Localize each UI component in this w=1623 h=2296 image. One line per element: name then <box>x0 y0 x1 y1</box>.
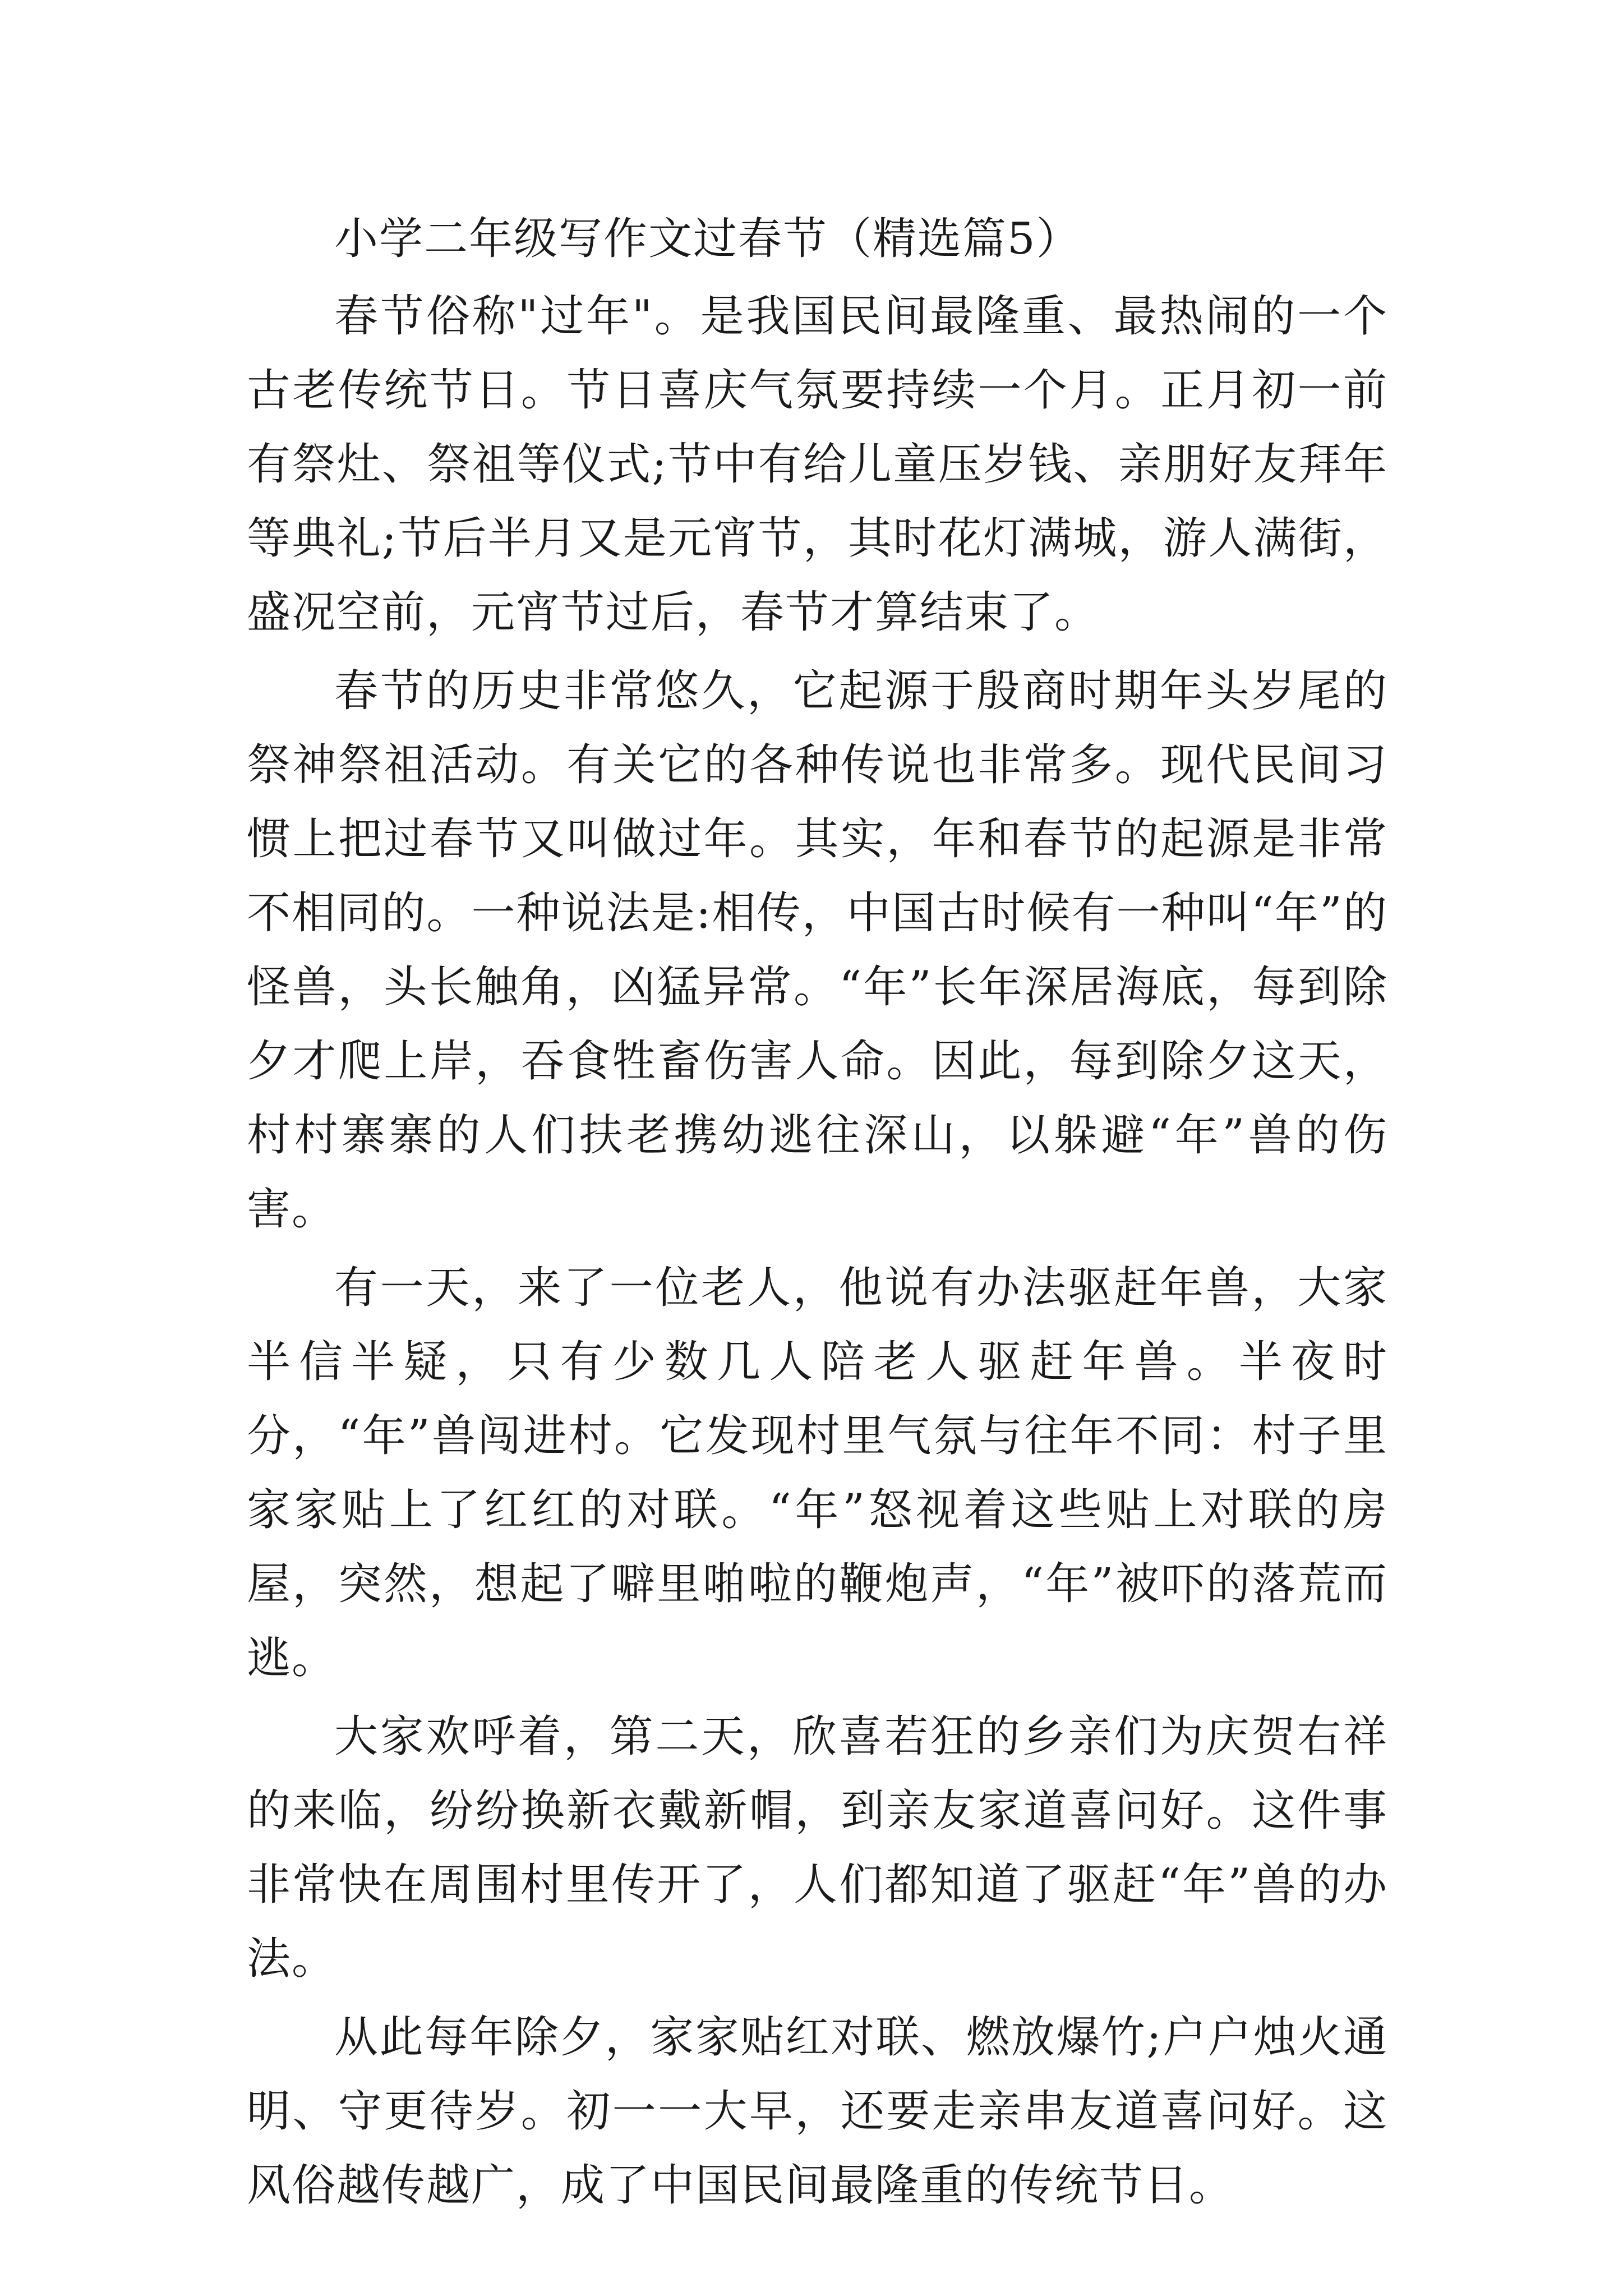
paragraph-4: 大家欢呼着，第二天，欣喜若狂的乡亲们为庆贺右祥的来临，纷纷换新衣戴新帽，到亲友家道喜问好。这件事非常快在周围村里传开了，人们都知道了驱赶“年”兽的办法。 <box>247 1711 1388 1984</box>
paragraph-3: 有一天，来了一位老人，他说有办法驱赶年兽，大家半信半疑，只有少数几人陪老人驱赶年兽。半夜时分，“年”兽闯进村。它发现村里气氛与往年不同：村子里家家贴上了红红的对联。“年”怒视着这些贴上对联的房屋，突然，想起了噼里啪啦的鞭炮声，“年”被吓的落荒而逃。 <box>247 1263 1388 1683</box>
document-body <box>247 202 1388 2227</box>
paragraph-1: 春节俗称"过年"。是我国民间最隆重、最热闹的一个古老传统节日。节日喜庆气氛要持续一个月。正月初一前有祭灶、祭祖等仪式;节中有给儿童压岁钱、亲朋好友拜年等典礼;节后半月又是元宵节，其时花灯满城，游人满街，盛况空前，元宵节过后，春节才算结束了。 <box>247 291 1388 638</box>
document-title: 小学二年级写作文过春节（精选篇5） <box>334 214 1081 264</box>
paragraph-5: 从此每年除夕，家家贴红对联、燃放爆竹;户户烛火通明、守更待岁。初一一大早，还要走亲串友道喜问好。这风俗越传越广，成了中国民间最隆重的传统节日。 <box>247 2012 1388 2211</box>
paragraph-2: 春节的历史非常悠久，它起源于殷商时期年头岁尾的祭神祭祖活动。有关它的各种传说也非常多。现代民间习惯上把过春节又叫做过年。其实，年和春节的起源是非常不相同的。一种说法是:相传，中国古时候有一种叫“年”的怪兽，头长触角，凶猛异常。“年”长年深居海底，每到除夕才爬上岸，吞食牲畜伤害人命。因此，每到除夕这天，村村寨寨的人们扶老携幼逃往深山，以躲避“年”兽的伤害。 <box>247 666 1388 1235</box>
